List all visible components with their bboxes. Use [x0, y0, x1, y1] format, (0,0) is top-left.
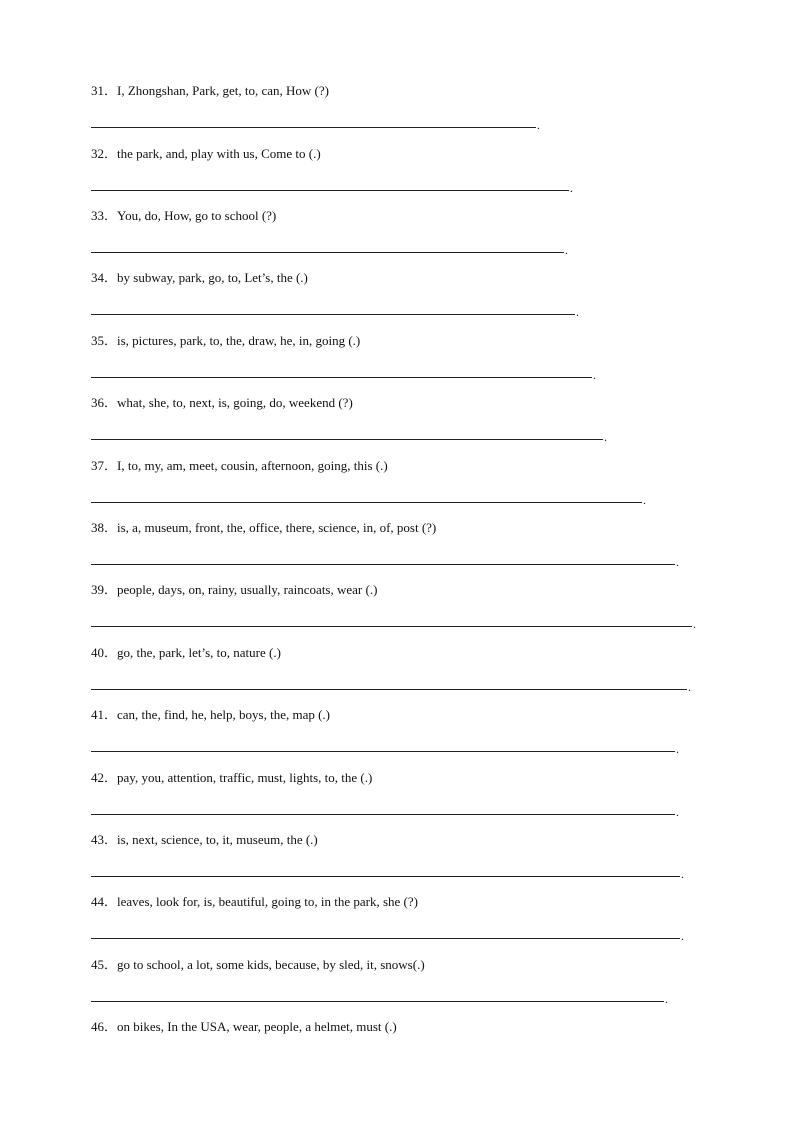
question-prompt: leaves, look for, is, beautiful, going to, in the park, she (?) — [117, 894, 418, 909]
question-prompt: go to school, a lot, some kids, because, by sled, it, snows(.) — [117, 957, 425, 972]
answer-underline — [91, 377, 592, 378]
question-number: 41． — [91, 707, 118, 722]
answer-blank[interactable] — [91, 555, 681, 569]
question-number: 38． — [91, 520, 118, 535]
answer-blank[interactable] — [91, 805, 681, 819]
answer-underline — [91, 314, 575, 315]
answer-blank[interactable] — [91, 742, 681, 756]
question-33 — [91, 208, 276, 224]
answer-underline — [91, 938, 680, 939]
question-36 — [91, 395, 353, 411]
question-40 — [91, 645, 281, 661]
question-45 — [91, 957, 425, 973]
answer-period: . — [576, 305, 579, 319]
question-number: 35． — [91, 333, 118, 348]
answer-period: . — [693, 617, 696, 631]
answer-blank[interactable] — [91, 243, 570, 257]
question-41 — [91, 707, 330, 723]
answer-blank[interactable] — [91, 118, 542, 132]
question-prompt: the park, and, play with us, Come to (.) — [117, 146, 321, 161]
question-number: 36． — [91, 395, 118, 410]
question-number: 32． — [91, 146, 118, 161]
question-prompt: what, she, to, next, is, going, do, weekend (?) — [117, 395, 353, 410]
question-number: 45． — [91, 957, 118, 972]
question-46 — [91, 1019, 397, 1035]
question-number: 34． — [91, 270, 118, 285]
answer-blank[interactable] — [91, 368, 598, 382]
answer-underline — [91, 502, 642, 503]
answer-underline — [91, 564, 675, 565]
question-number: 33． — [91, 208, 118, 223]
answer-period: . — [604, 430, 607, 444]
answer-underline — [91, 127, 536, 128]
answer-period: . — [688, 680, 691, 694]
question-number: 40． — [91, 645, 118, 660]
answer-period: . — [676, 555, 679, 569]
question-number: 43． — [91, 832, 118, 847]
question-prompt: I, to, my, am, meet, cousin, afternoon, going, this (.) — [117, 458, 388, 473]
question-prompt: on bikes, In the USA, wear, people, a helmet, must (.) — [117, 1019, 397, 1034]
answer-period: . — [665, 992, 668, 1006]
answer-blank[interactable] — [91, 680, 693, 694]
question-32 — [91, 146, 321, 162]
answer-blank[interactable] — [91, 493, 648, 507]
answer-underline — [91, 626, 692, 627]
answer-period: . — [643, 493, 646, 507]
question-34 — [91, 270, 308, 286]
question-prompt: people, days, on, rainy, usually, raincoats, wear (.) — [117, 582, 378, 597]
answer-period: . — [565, 243, 568, 257]
question-number: 39． — [91, 582, 118, 597]
answer-blank[interactable] — [91, 305, 581, 319]
answer-underline — [91, 190, 569, 191]
question-prompt: is, pictures, park, to, the, draw, he, in, going (.) — [117, 333, 361, 348]
question-43 — [91, 832, 318, 848]
question-prompt: is, a, museum, front, the, office, there, science, in, of, post (?) — [117, 520, 437, 535]
answer-period: . — [681, 929, 684, 943]
question-44 — [91, 894, 418, 910]
answer-blank[interactable] — [91, 992, 670, 1006]
question-number: 31． — [91, 83, 118, 98]
answer-blank[interactable] — [91, 181, 575, 195]
answer-blank[interactable] — [91, 867, 686, 881]
question-number: 37． — [91, 458, 118, 473]
answer-blank[interactable] — [91, 617, 698, 631]
answer-underline — [91, 439, 603, 440]
answer-underline — [91, 252, 564, 253]
answer-period: . — [676, 742, 679, 756]
question-38 — [91, 520, 436, 536]
answer-underline — [91, 876, 680, 877]
question-prompt: by subway, park, go, to, Let’s, the (.) — [117, 270, 308, 285]
question-prompt: pay, you, attention, traffic, must, lights, to, the (.) — [117, 770, 373, 785]
question-prompt: You, do, How, go to school (?) — [117, 208, 277, 223]
question-31 — [91, 83, 329, 99]
answer-period: . — [681, 867, 684, 881]
question-42 — [91, 770, 372, 786]
question-prompt: I, Zhongshan, Park, get, to, can, How (?) — [117, 83, 329, 98]
answer-underline — [91, 689, 687, 690]
question-prompt: can, the, find, he, help, boys, the, map (.) — [117, 707, 331, 722]
answer-blank[interactable] — [91, 430, 609, 444]
answer-period: . — [593, 368, 596, 382]
question-35 — [91, 333, 360, 349]
question-number: 44． — [91, 894, 118, 909]
answer-underline — [91, 814, 675, 815]
answer-period: . — [570, 181, 573, 195]
question-number: 42． — [91, 770, 118, 785]
question-39 — [91, 582, 377, 598]
question-prompt: go, the, park, let’s, to, nature (.) — [117, 645, 281, 660]
answer-underline — [91, 751, 675, 752]
question-prompt: is, next, science, to, it, museum, the (.) — [117, 832, 318, 847]
answer-period: . — [537, 118, 540, 132]
question-37 — [91, 458, 388, 474]
answer-blank[interactable] — [91, 929, 686, 943]
answer-period: . — [676, 805, 679, 819]
answer-underline — [91, 1001, 664, 1002]
question-number: 46． — [91, 1019, 118, 1034]
